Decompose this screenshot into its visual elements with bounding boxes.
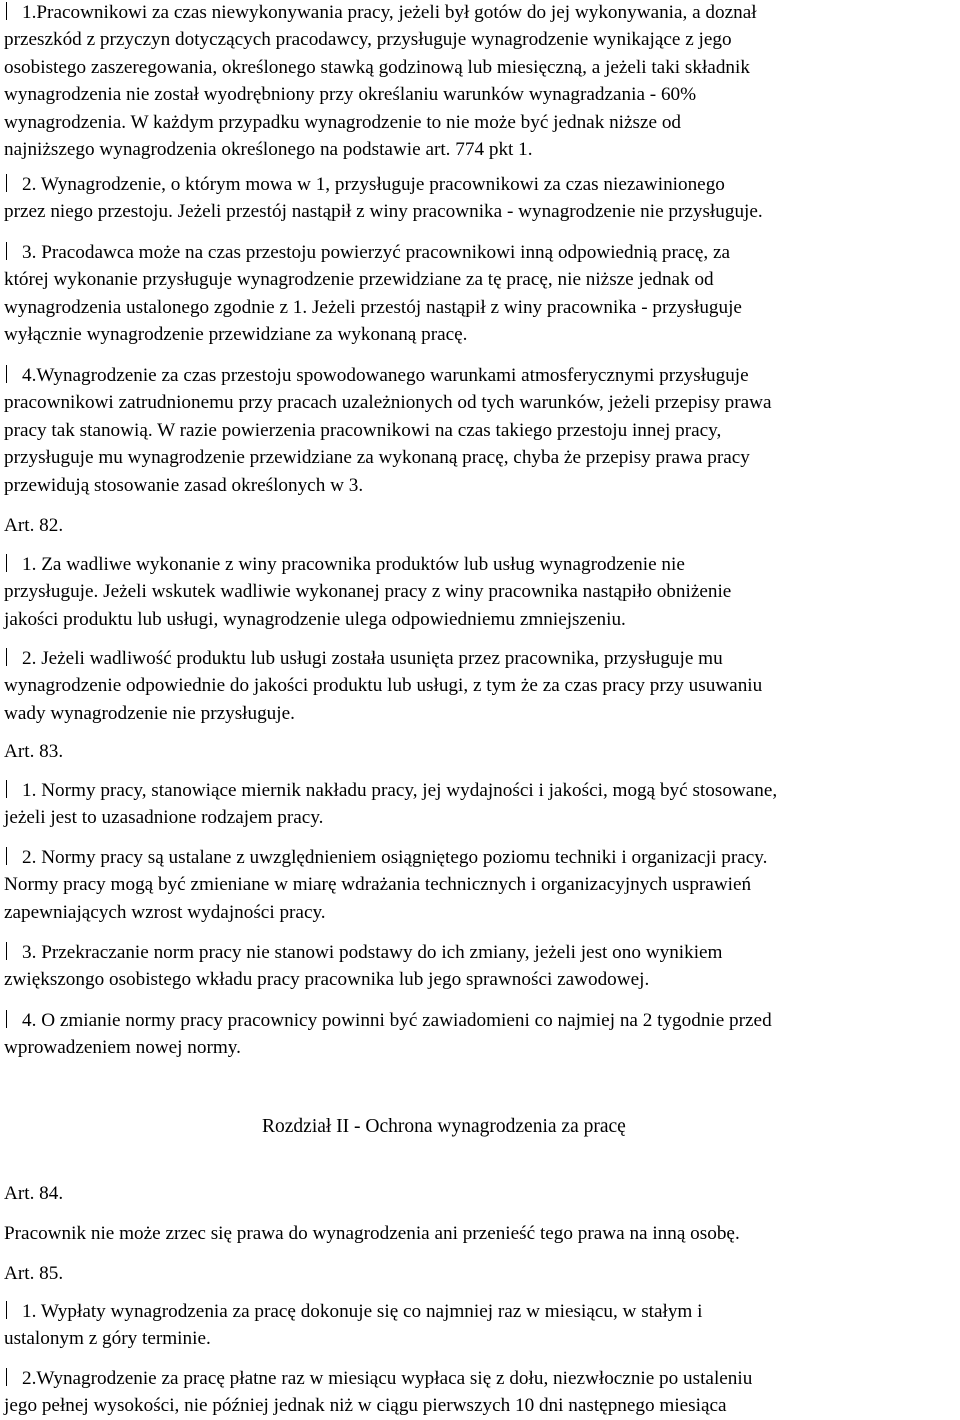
- article-heading: [4, 1180, 63, 1207]
- section-mark-icon: [4, 847, 18, 865]
- article-label: Art. 83.: [4, 741, 64, 762]
- text-line: 2.Wynagrodzenie za pracę płatne raz w miesiącu wypłaca się z dołu, niezwłocznie po ustaleniu: [4, 1365, 752, 1392]
- text-line: najniższego wynagrodzenia określonego na podstawie art. 774 pkt 1.: [4, 139, 533, 161]
- text-line: wynagrodzenia. W każdym przypadku wynagrodzenie to nie może być jednak niższe od: [4, 111, 682, 133]
- section-mark-icon: [4, 242, 18, 260]
- text-line: 1. Wypłaty wynagrodzenia za pracę dokonuje się co najmniej raz w miesiącu, w stałym i: [4, 1298, 702, 1325]
- text-line: wynagrodzenia ustalonego zgodnie z 1. Jeżeli przestój nastąpił z winy pracownika - przysługuje: [4, 296, 742, 318]
- text-line: pracownikowi zatrudnionemu przy pracach uzależnionych od tych warunków, jeżeli przepisy prawa: [4, 392, 772, 414]
- text-line: przysługuje mu wynagrodzenie przewidziane za wykonaną pracę, chyba że przepisy prawa pracy: [4, 447, 750, 469]
- text-line: wynagrodzenie odpowiednie do jakości produktu lub usługi, z tym że za czas pracy przy usuwaniu: [4, 675, 763, 697]
- text-line: jakości produktu lub usługi, wynagrodzenie ulega odpowiedniemu zmniejszeniu.: [4, 608, 626, 630]
- text-line: przysługuje. Jeżeli wskutek wadliwie wykonanej pracy z winy pracownika nastąpiło obniżenie: [4, 581, 732, 603]
- section-mark-icon: [4, 1010, 18, 1028]
- text-line: 2. Wynagrodzenie, o którym mowa w 1, przysługuje pracownikowi za czas niezawinionego: [4, 171, 763, 198]
- paragraph: [4, 844, 767, 926]
- text-line: wynagrodzenia nie został wyodrębniony przy określaniu warunków wynagradzania - 60%: [4, 84, 697, 106]
- text-line: osobistego zaszeregowania, określonego stawką godzinową lub miesięczną, a jeżeli taki składnik: [4, 56, 750, 78]
- text-line: pracy tak stanowią. W razie powierzenia pracownikowi na czas takiego przestoju innej pracy,: [4, 419, 722, 441]
- text-line: 4. O zmianie normy pracy pracownicy powinni być zawiadomieni co najmiej na 2 tygodnie przed: [4, 1007, 772, 1034]
- paragraph: [4, 645, 762, 727]
- text-line: wady wynagrodzenie nie przysługuje.: [4, 702, 295, 724]
- section-mark-icon: [4, 554, 18, 572]
- paragraph: [4, 1298, 702, 1353]
- text-line: ustalonym z góry terminie.: [4, 1328, 211, 1350]
- paragraph: [4, 1365, 752, 1420]
- text-line: 1. Normy pracy, stanowiące miernik nakładu pracy, jej wydajności i jakości, mogą być stosowane,: [4, 777, 777, 804]
- text-line: jeżeli jest to uzasadnione rodzajem pracy.: [4, 807, 324, 829]
- text-line: 1. Za wadliwe wykonanie z winy pracownika produktów lub usług wynagrodzenie nie: [4, 551, 731, 578]
- paragraph: [4, 1220, 740, 1247]
- text-line: wprowadzeniem nowej normy.: [4, 1037, 241, 1059]
- paragraph: [4, 171, 763, 226]
- chapter-heading: Rozdział II - Ochrona wynagrodzenia za pracę: [262, 1116, 626, 1137]
- text-line: wyłącznie wynagrodzenie przewidziane za wykonaną pracę.: [4, 324, 468, 346]
- section-mark-icon: [4, 942, 18, 960]
- text-line: Normy pracy mogą być zmieniane w miarę wdrażania technicznych i organizacyjnych usprawień: [4, 874, 752, 896]
- article-heading: [4, 512, 63, 539]
- text-line: 2. Jeżeli wadliwość produktu lub usługi została usunięta przez pracownika, przysługuje mu: [4, 645, 762, 672]
- paragraph: [4, 0, 757, 163]
- section-mark-icon: [4, 1368, 18, 1386]
- text-line: 4.Wynagrodzenie za czas przestoju spowodowanego warunkami atmosferycznymi przysługuje: [4, 362, 772, 389]
- paragraph: [4, 1007, 772, 1062]
- section-mark-icon: [4, 365, 18, 383]
- text-line: której wykonanie przysługuje wynagrodzenie przewidziane za tę pracę, nie niższe jednak od: [4, 269, 714, 291]
- text-line: Pracownik nie może zrzec się prawa do wynagrodzenia ani przenieść tego prawa na inną osobę.: [4, 1223, 740, 1244]
- section-mark-icon: [4, 780, 18, 798]
- paragraph: [4, 239, 742, 349]
- text-line: zwiększongo osobistego wkładu pracy pracownika lub jego sprawności zawodowej.: [4, 969, 650, 991]
- article-heading: [4, 1260, 63, 1287]
- section-mark-icon: [4, 648, 18, 666]
- text-line: jego pełnej wysokości, nie później jednak niż w ciągu pierwszych 10 dni następnego miesiąca: [4, 1395, 727, 1417]
- section-mark-icon: [4, 1301, 18, 1319]
- text-line: 2. Normy pracy są ustalane z uwzględnieniem osiągniętego poziomu techniki i organizacji pracy.: [4, 844, 767, 871]
- article-label: Art. 82.: [4, 515, 64, 536]
- paragraph: [4, 551, 731, 633]
- text-line: 1.Pracownikowi za czas niewykonywania pracy, jeżeli był gotów do jej wykonywania, a doznał: [4, 0, 757, 26]
- text-line: przez niego przestoju. Jeżeli przestój nastąpił z winy pracownika - wynagrodzenie nie przysługuje.: [4, 201, 763, 223]
- article-heading: [4, 738, 63, 765]
- section-mark-icon: [4, 174, 18, 192]
- text-line: zapewniających wzrost wydajności pracy.: [4, 901, 326, 923]
- paragraph: [4, 777, 777, 832]
- paragraph: [4, 362, 772, 499]
- paragraph: [4, 939, 722, 994]
- article-label: Art. 84.: [4, 1183, 64, 1204]
- article-label: Art. 85.: [4, 1263, 64, 1284]
- section-mark-icon: [4, 2, 18, 20]
- text-line: 3. Pracodawca może na czas przestoju powierzyć pracownikowi inną odpowiednią pracę, za: [4, 239, 742, 266]
- text-line: przewidują stosowanie zasad określonych w 3.: [4, 474, 364, 496]
- text-line: 3. Przekraczanie norm pracy nie stanowi podstawy do ich zmiany, jeżeli jest ono wynikiem: [4, 939, 722, 966]
- text-line: przeszkód z przyczyn dotyczących pracodawcy, przysługuje wynagrodzenie wynikające z jego: [4, 29, 732, 51]
